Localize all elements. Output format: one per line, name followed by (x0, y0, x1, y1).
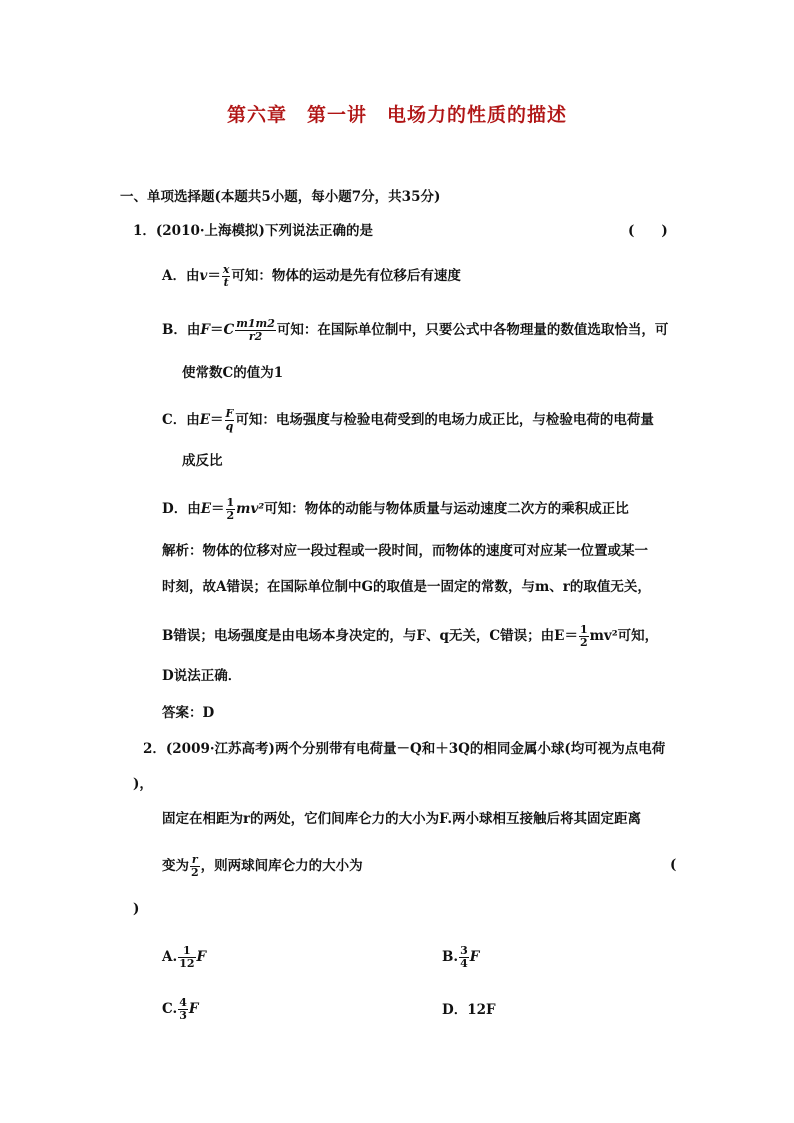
q1-option-c: C．由E＝ $\frac{F}{q}$ 可知：电场强度与检验电荷受到的电场力成正比，与检验电荷的电荷量 (162, 407, 654, 433)
q2-answer-paren-open: ( (670, 857, 677, 873)
q2-line2: 固定在相距为r的两处，它们间库仑力的大小为F.两小球相互接触后将其固定距离 (162, 811, 642, 827)
q2-stem-cont: )， (133, 776, 153, 792)
q1-analysis-line3: B错误；电场强度是由电场本身决定的，与F、q无关，C错误；由E＝ $\frac{1}{2}$ mv²可知， (162, 623, 659, 649)
q1-option-d: D．由E＝ $\frac{1}{2}$ mv²可知：物体的动能与物体质量与运动速度二次方的乘积成正比 (162, 496, 629, 522)
q1-option-c-cont: 成反比 (182, 453, 223, 469)
q1-analysis-line2: 时刻，故A错误；在国际单位制中G的取值是一固定的常数，与m、r的取值无关， (162, 579, 651, 595)
page-title: 第六章 第一讲 电场力的性质的描述 (226, 104, 567, 126)
q1-option-b-cont: 使常数C的值为1 (182, 365, 284, 381)
q2-option-a: A. $\frac{1}{12}$ F (162, 944, 207, 970)
q1-answer: 答案：D (162, 705, 215, 721)
section-heading: 一、单项选择题(本题共5小题，每小题7分，共35分) (120, 189, 441, 205)
q2-option-b: B. $\frac{3}{4}$ F (442, 944, 480, 970)
q1-analysis-line4: D说法正确． (162, 668, 242, 684)
q2-option-d: D．12F (442, 1002, 496, 1018)
q2-line3: 变为 $\frac{r}{2}$ ，则两球间库仑力的大小为 (162, 853, 363, 879)
q1-analysis-line1: 解析：物体的位移对应一段过程或一段时间，而物体的速度可对应某一位置或某一 (162, 543, 648, 559)
q1-option-a: A．由v＝ $\frac{x}{t}$ 可知：物体的运动是先有位移后有速度 (162, 263, 461, 289)
q2-stem: 2．(2009·江苏高考)两个分别带有电荷量－Q和＋3Q的相同金属小球(均可视为点电荷 (143, 741, 666, 757)
q1-answer-paren: ( ) (628, 223, 668, 239)
q1-option-b: B．由F＝C $\frac{m1m2}{r2}$ 可知：在国际单位制中，只要公式中各物理量的数值选取恰当，可 (162, 317, 669, 343)
q2-answer-paren-close: ) (133, 901, 140, 917)
q1-stem: 1．(2010·上海模拟)下列说法正确的是 (133, 223, 373, 239)
q2-option-c: C. $\frac{4}{3}$ F (162, 996, 199, 1022)
